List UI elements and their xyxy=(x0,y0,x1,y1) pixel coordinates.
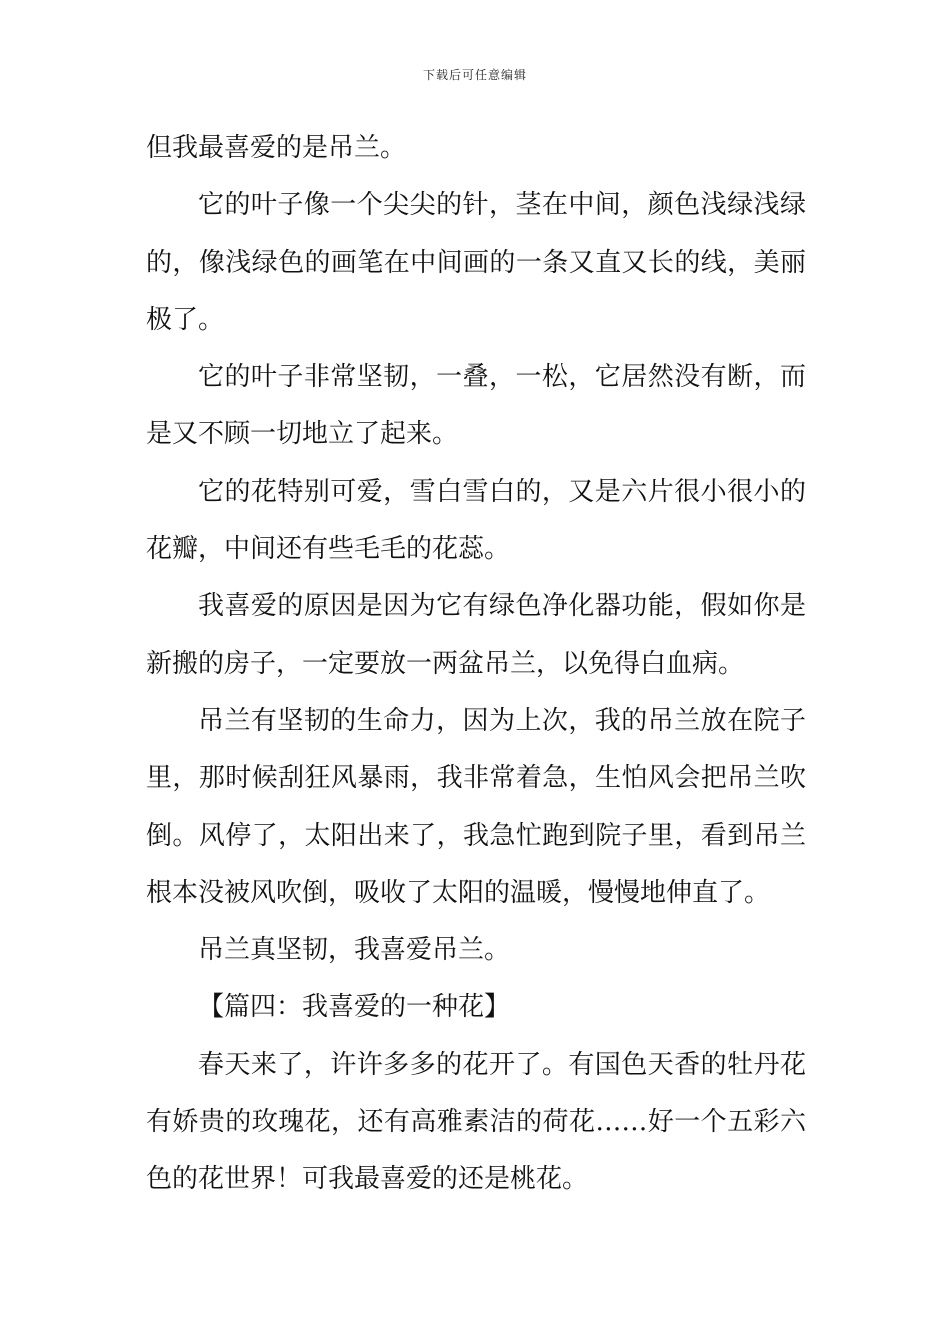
paragraph: 它的叶子像一个尖尖的针，茎在中间，颜色浅绿浅绿的，像浅绿色的画笔在中间画的一条又直又长的线，美丽极了。 xyxy=(146,190,806,335)
paragraph: 它的花特别可爱，雪白雪白的，又是六片很小很小的花瓣，中间还有些毛毛的花蕊。 xyxy=(146,476,806,565)
section-heading: 【篇四：我喜爱的一种花】 xyxy=(198,992,511,1023)
paragraph: 但我最喜爱的是吊兰。 xyxy=(146,133,407,163)
paragraph: 吊兰有坚韧的生命力，因为上次，我的吊兰放在院子里，那时候刮狂风暴雨，我非常着急，生怕风会把吊兰吹倒。风停了，太阳出来了，我急忙跑到院子里，看到吊兰根本没被风吹倒，吸收了太阳的温暖，慢慢地伸直了。 xyxy=(146,705,806,908)
document-body xyxy=(146,120,806,1209)
page-header: 下载后可任意编辑 xyxy=(422,68,527,82)
paragraph: 吊兰真坚韧，我喜爱吊兰。 xyxy=(198,935,511,966)
paragraph: 它的叶子非常坚韧，一叠，一松，它居然没有断，而是又不顾一切地立了起来。 xyxy=(146,362,806,450)
paragraph: 我喜爱的原因是因为它有绿色净化器功能，假如你是新搬的房子，一定要放一两盆吊兰，以免得白血病。 xyxy=(146,591,806,679)
paragraph: 春天来了，许许多多的花开了。有国色天香的牡丹花有娇贵的玫瑰花，还有高雅素洁的荷花……好一个五彩六色的花世界！可我最喜爱的还是桃花。 xyxy=(146,1049,806,1195)
